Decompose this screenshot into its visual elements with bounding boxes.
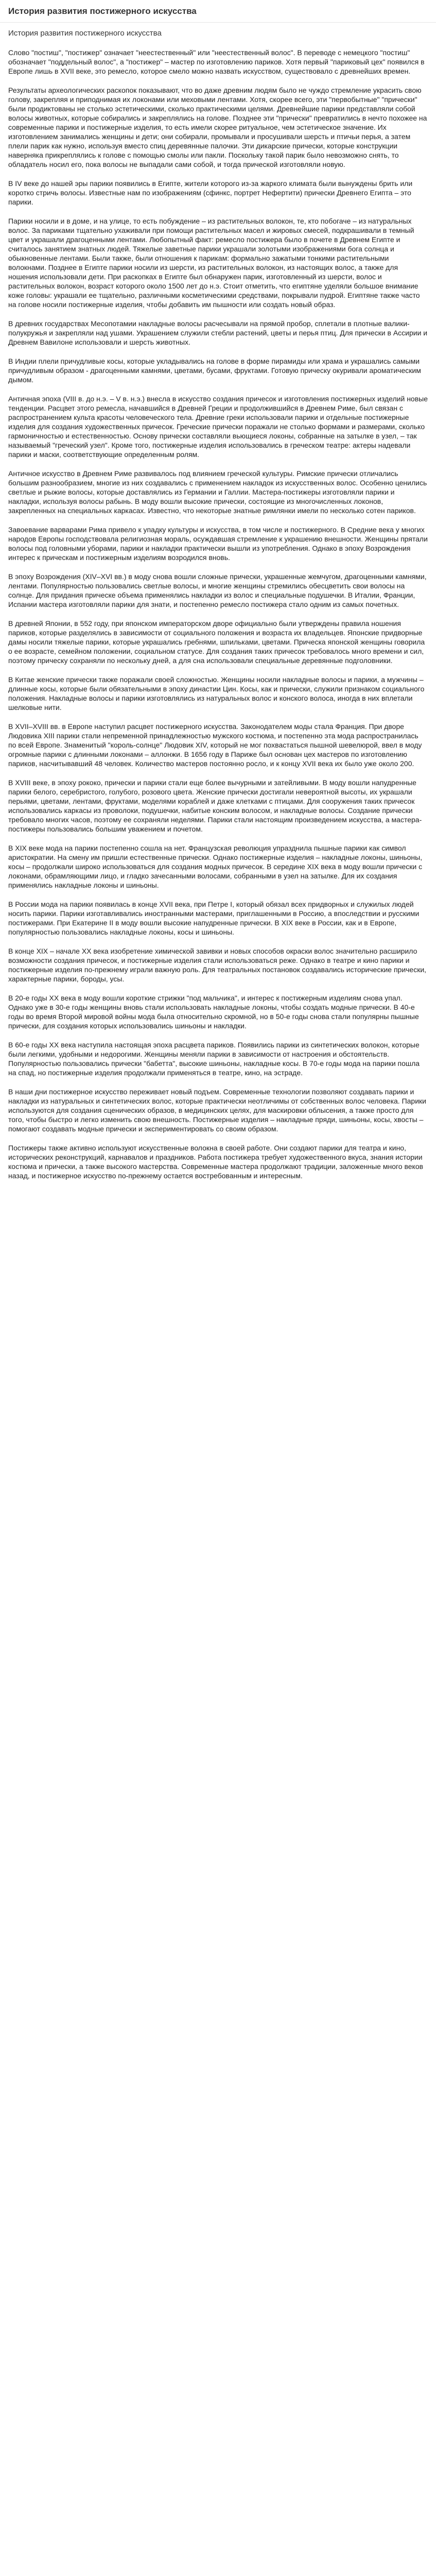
paragraph: В 60-е годы XX века наступила настоящая эпоха расцвета париков. Появились парики из синтетических волокон, которые были легкими, удобными и недорогими. Женщины меняли парики в зависимости от настроения и обстоятельств. Популярностью пользовались прически "бабетта", высокие шиньоны, накладные косы. В 70-е годы мода на парики пошла на спад, но постижерные изделия продолжали применяться в театре, кино, на эстраде.: [8, 1041, 420, 1077]
paragraph: Постижеры также активно используют искусственные волокна в своей работе. Они создают парики для театра и кино, исторических реконструкций, карнавалов и праздников. Работа постижера требует художественного вкуса, знания истории костюма и прически, а также высокого мастерства. Современные мастера продолжают традиции, заложенные много веков назад, и постижерное искусство по-прежнему остается востребованным и интересным.: [8, 1144, 424, 1180]
paragraph: Слово "постиш", "постижер" означает "неестественный" или "неестественный волос". В переводе с немецкого "постиш" обозначает "поддельный волос", а "постижер" – мастер по изготовлению париков. Хотя первый "париковый цех" появился в Европе лишь в XVII веке, это ремесло, которое смело можно назвать искусством, существовало с древнейших времен.: [8, 48, 425, 75]
page-title: История развития постижерного искусства: [8, 6, 197, 16]
paragraph: В России мода на парики появилась в конце XVII века, при Петре I, который обязал всех придворных и служилых людей носить парики. Парики изготавливались иностранными мастерами, приглашенными в Россию, а впоследствии и русскими постижерами. При Екатерине II в моду вошли высокие напудренные прически. В XIX веке в России, как и в Европе, популярностью пользовались накладные локоны, косы и шиньоны.: [8, 900, 420, 936]
paragraph: Античная эпоха (VIII в. до н.э. – V в. н.э.) внесла в искусство создания причесок и изготовления постижерных изделий новые тенденции. Расцвет этого ремесла, начавшийся в Древней Греции и продолжившийся в Древнем Риме, был связан с распространением культа красоты человеческого тела. Древние греки использовали парики и отдельные постижерные изделия для создания художественных причесок. Греческие прически поражали не столько формами и размерами, сколько гармоничностью и естественностью. Основу прически составляли вьющиеся локоны, собранные на затылке в узел, – так называемый "греческий узел". Кроме того, постижерные изделия использовались в греческом театре: актеры надевали парики и маски, соответствующие определенным ролям.: [8, 395, 428, 459]
paragraph: В эпоху Возрождения (XIV–XVI вв.) в моду снова вошли сложные прически, украшенные жемчугом, драгоценными камнями, лентами. Популярностью пользовались светлые волосы, и многие женщины стремились обесцветить свои волосы на солнце. Для придания прическе объема применялись накладки из волос и специальные подушечки. В Италии, Франции, Испании мастера изготовляли парики для знати, и постепенно ремесло постижера стало одним из самых почетных.: [8, 572, 427, 608]
paragraph: В XIX веке мода на парики постепенно сошла на нет. Французская революция упразднила пышные парики как символ аристократии. На смену им пришли естественные прически. Однако постижерные изделия – накладные локоны, шиньоны, косы – продолжали широко использоваться для создания модных причесок. В середине XIX века в моду вошли прически с локонами, обрамляющими лицо, и гладко зачесанными волосами, собранными в узел на затылке. Для их создания применялись накладные локоны и шиньоны.: [8, 844, 423, 889]
paragraph: В XVII–XVIII вв. в Европе наступил расцвет постижерного искусства. Законодателем моды стала Франция. При дворе Людовика XIII парики стали непременной принадлежностью мужского костюма, и постепенно эта мода распространилась по всей Европе. Знаменитый "король-солнце" Людовик XIV, который не мог похвастаться пышной шевелюрой, ввел в моду огромные парики с длинными локонами – аллонжи. В 1656 году в Париже был основан цех мастеров по изготовлению париков, насчитывавший 48 человек. Количество мастеров постоянно росло, и к концу XVII века их было уже около 200.: [8, 722, 422, 768]
article-heading: История развития постижерного искусства: [8, 29, 162, 38]
paragraph: В XVIII веке, в эпоху рококо, прически и парики стали еще более вычурными и затейливыми. В моду вошли напудренные парики белого, серебристого, голубого, розового цвета. Женские прически достигали невероятной высоты, их украшали перьями, цветами, лентами, фруктами, моделями кораблей и даже клетками с птицами. Для сооружения таких причесок использовались каркасы из проволоки, подушечки, набитые конским волосом, и накладные волосы. Создание прически требовало многих часов, поэтому ее сохраняли неделями. Парики стали настоящим произведением искусства, а мастера-постижеры пользовались большим уважением и почетом.: [8, 778, 422, 833]
paragraph: В наши дни постижерное искусство переживает новый подъем. Современные технологии позволяют создавать парики и накладки из натуральных и синтетических волос, которые практически неотличимы от собственных волос человека. Парики используются для создания сценических образов, в медицинских целях, для маскировки облысения, а также просто для того, чтобы быстро и легко изменить свою внешность. Постижерные изделия – накладные пряди, шиньоны, косы, хвосты – помогают создавать модные прически и экспериментировать со своим образом.: [8, 1088, 426, 1133]
paragraph: В Китае женские прически также поражали своей сложностью. Женщины носили накладные волосы и парики, а мужчины – длинные косы, которые были обязательными в эпоху династии Цин. Косы, как и прически, служили признаком социального положения. Накладные волосы и парики изготовлялись из натуральных волос и конского волоса, иногда в них вплетали шелковые нити.: [8, 675, 425, 711]
paragraph: В IV веке до нашей эры парики появились в Египте, жители которого из-за жаркого климата были вынуждены брить или коротко стричь волосы. Известные нам по изображениям (сфинкс, портрет Нефертити) прически Древнего Египта – это парики.: [8, 179, 413, 206]
paragraph: В древних государствах Месопотамии накладные волосы расчесывали на прямой пробор, сплетали в плотные валики-полукружья и закрепляли над ушами. Украшением служили стебли растений, цветы и перья птиц. Для прически в Ассирии и Древнем Вавилоне использовали и шерсть животных.: [8, 319, 428, 346]
article: [0, 23, 436, 1180]
paragraph: В конце XIX – начале XX века изобретение химической завивки и новых способов окраски волос значительно расширило возможности создания причесок, и постижерные изделия стали использоваться реже. Однако в театре и кино парики и постижерные изделия по-прежнему играли важную роль. Для театральных постановок создавались исторические прически, характерные парики, бороды, усы.: [8, 947, 427, 983]
page-header: [0, 0, 436, 23]
paragraph: Парики носили и в доме, и на улице, то есть побуждение – из растительных волокон, те, кто побогаче – из натуральных волос. За париками тщательно ухаживали при помощи растительных масел и жировых смесей, подкрашивали в темный цвет и украшали драгоценными лентами. Любопытный факт: ремесло постижера было в почете в Древнем Египте и считалось занятием знатных людей. Тяжелые заветные парики украшали золотыми изображениями бога солнца и обыкновенные лентами. Были также, были отношения к парикам: формально зажатыми тонкими растительными волокнами. Позднее в Египте парики носили из шерсти, из растительных волокон, из настоящих волос, а также для ношения использовали дети. При раскопках в Египте был обнаружен парик, изготовленный из шерсти, волос и растительных волокон, возраст которого около 1500 лет до н.э. Стоит отметить, что египтяне уделяли большое внимание коже головы: украшали ее тщательно, различными косметическими средствами, покрывали пудрой. Египтяне также часто на голове носили постижерные изделия, чтобы добавить им пышности или создать новый образ.: [8, 217, 420, 309]
paragraph: Завоевание варварами Рима привело к упадку культуры и искусства, в том числе и постижерного. В Средние века у многих народов Европы господствовала религиозная мораль, осуждавшая стремление к украшению внешности. Женщины прятали волосы под головными уборами, парики и накладки практически вышли из употребления. Однако в эпоху Возрождения интерес к прическам и постижерным изделиям возродился вновь.: [8, 526, 428, 562]
paragraph: Античное искусство в Древнем Риме развивалось под влиянием греческой культуры. Римские прически отличались большим разнообразием, многие из них создавались с применением накладок из искусственных волос. Особенно ценились светлые и рыжие волосы, которые доставлялись из Германии и Галлии. Мастера-постижеры изготовляли парики и накладки, используя волосы рабынь. В моду вошли высокие прически, состоящие из многочисленных локонов, закрепленных на специальных каркасах. Известно, что некоторые знатные римлянки имели по несколько сотен париков.: [8, 469, 427, 515]
paragraph: В 20-е годы XX века в моду вошли короткие стрижки "под мальчика", и интерес к постижерным изделиям снова упал. Однако уже в 30-е годы женщины вновь стали использовать накладные локоны, чтобы создать модные прически. В 40-е годы во время Второй мировой войны мода была относительно скромной, но в 50-е годы снова стали популярны пышные прически, для создания которых использовались шиньоны и накладки.: [8, 994, 419, 1030]
paragraph: В древней Японии, в 552 году, при японском императорском дворе официально были утверждены правила ношения париков, которые разделялись в зависимости от социального положения и возраста их владельцев. Японские придворные дамы носили тяжелые парики, которые украшались гребнями, шпильками, цветами. Прическа японской женщины говорила о ее возрасте, семейном положении, социальном статусе. Для создания таких причесок требовалось много времени и сил, поэтому прическу сохраняли по нескольку дней, а для сна использовали специальные деревянные подголовники.: [8, 619, 425, 665]
paragraph: В Индии плели причудливые косы, которые укладывались на голове в форме пирамиды или храма и украшались самыми причудливым образом - драгоценными камнями, цветами, бусами, фруктами. Готовую прическу окуривали ароматическим дымом.: [8, 357, 421, 384]
paragraph: Результаты археологических раскопок показывают, что во даже древним людям было не чуждо стремление украсить свою голову, закрепляя и приподнимая их локонами или меховыми лентами. Хотя, скорее всего, эти "первобытные" "прически" были продиктованы не столько эстетическими, сколько практическими целями. Древнейшие парики представляли собой волосы животных, которые собирались и закреплялись на голове. Позднее эти "прически" превратились в нечто похожее на современные парики и постижерные изделия, то есть имели скорее ритуальное, чем эстетическое значение. Их изготовлением занимались женщины и дети; они собирали, промывали и просушивали шерсть и птичьи перья, а затем плели парик как нужно, используя вместо спиц деревянные палочки. Эти дикарские прически, которые конструкции наверняка прикреплялись к голове с помощью смолы или пакли. Поскольку такой парик было невозможно снять, то обладатель носил его, пока волосы не выпадали сами собой, и тогда прической изготовляли новую.: [8, 86, 427, 168]
